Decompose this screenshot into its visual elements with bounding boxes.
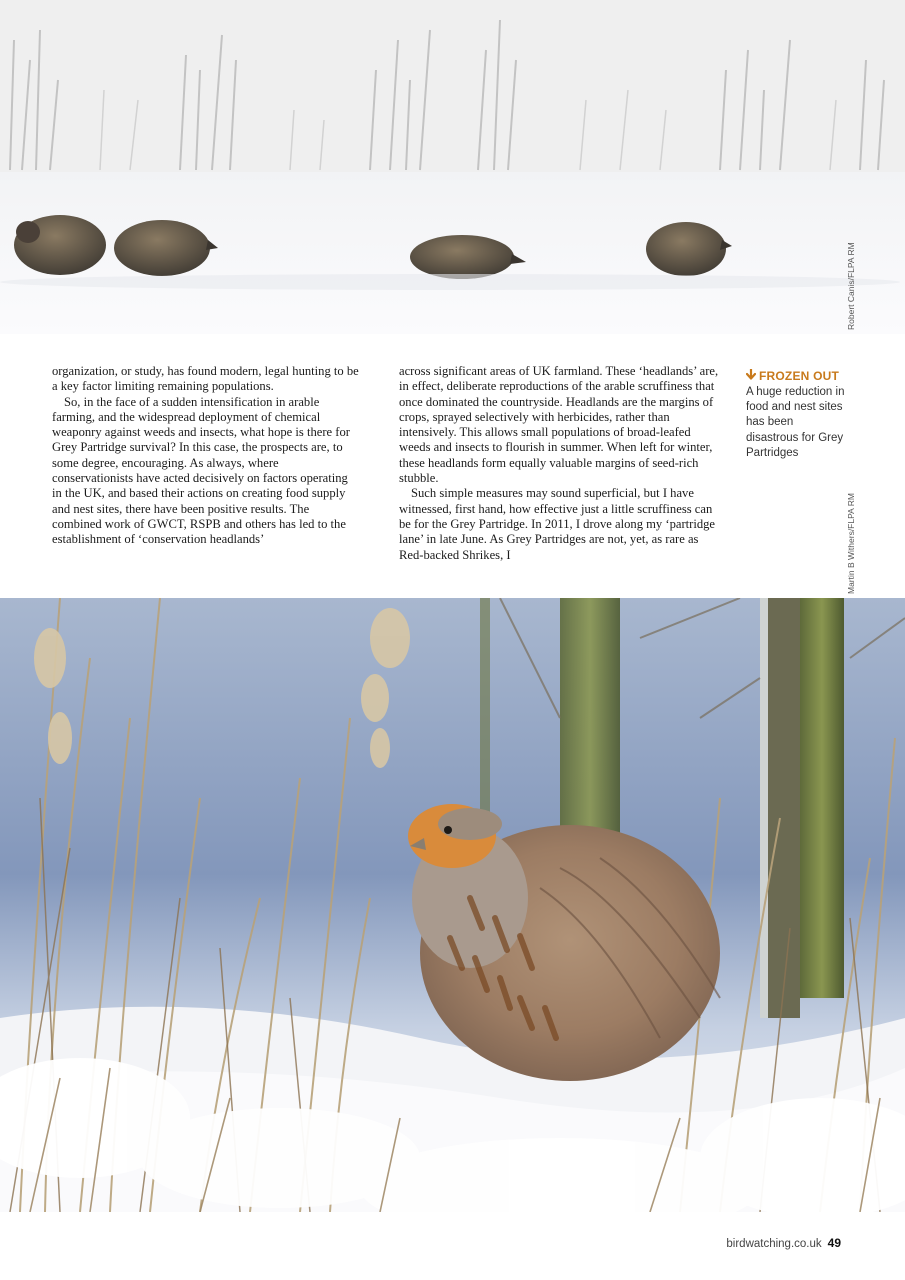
paragraph: organization, or study, has found modern, legal hunting to be a key factor limiting remaining populations.: [52, 364, 359, 394]
photo-credit-bottom: Martin B Withers/FLPA RM: [846, 493, 856, 594]
caption-title: [746, 369, 846, 383]
arrow-down-icon: [746, 369, 756, 383]
article-column-1: [52, 364, 360, 548]
photo-top-illustration: [0, 0, 905, 334]
caption-title-text: FROZEN OUT: [759, 369, 839, 383]
photo-caption: [746, 369, 846, 461]
photo-credit-top: Robert Canis/FLPA RM: [846, 242, 856, 330]
caption-body: A huge reduction in food and nest sites has been disastrous for Grey Partridges: [746, 386, 845, 459]
article-column-2: [399, 364, 725, 563]
paragraph: Such simple measures may sound superficial, but I have witnessed, first hand, how effective just a little scruffiness can be for the Grey Partridge. In 2011, I drove along my ‘partridge lane’ in late June. As Grey Partridges are not, yet, as rare as Red-backed Shrikes, I: [399, 486, 716, 562]
page-number: 49: [827, 1236, 841, 1250]
photo-partridges-in-snow: [0, 0, 905, 334]
page-footer: [726, 1236, 841, 1250]
photo-grey-partridge: [0, 598, 905, 1212]
paragraph: So, in the face of a sudden intensification in arable farming, and the widespread deployment of chemical weaponry against weeds and insects, what hope is there for Grey Partridge survival? In this case, the prospects are, to some degree, encouraging. As always, where conservationists have acted decisively on factors operating in the UK, and based their actions on creating food supply and nest sites, there have been positive results. The combined work of GWCT, RSPB and others has led to the establishment of ‘conservation headlands’: [52, 394, 350, 547]
website-url: birdwatching.co.uk: [726, 1238, 822, 1250]
paragraph: across significant areas of UK farmland. These ‘headlands’ are, in effect, deliberate reproductions of the arable scruffiness that once dominated the countryside. Headlands are the margins of crops, sprayed selectively with herbicides, rather than intensively. This allows small populations of broad-leafed weeds and insects to flourish in summer. When left for winter, these headlands form equally valuable margins of seed-rich stubble.: [399, 364, 719, 486]
partridge-shape: [14, 215, 106, 275]
photo-bottom-illustration: [0, 598, 905, 1212]
